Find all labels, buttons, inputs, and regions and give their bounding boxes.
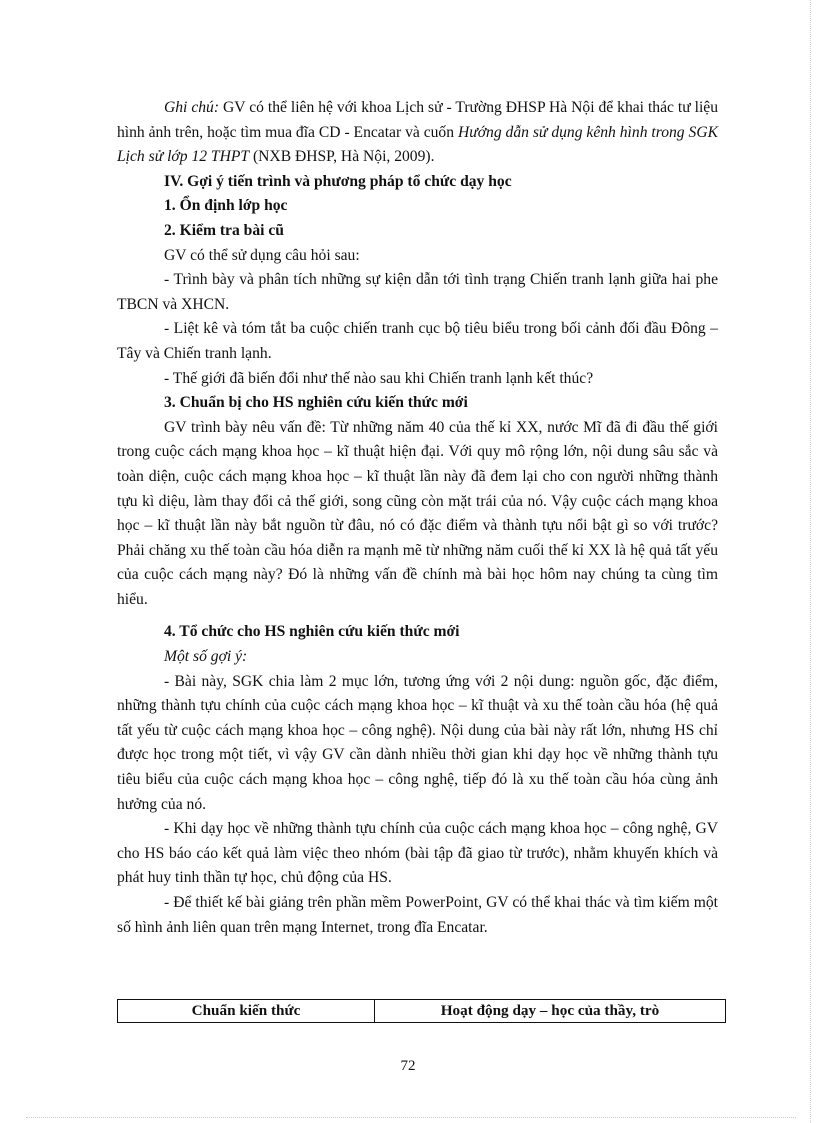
note-text-after: (NXB ĐHSP, Hà Nội, 2009). xyxy=(249,148,435,166)
page-content xyxy=(117,96,718,940)
page-number: 72 xyxy=(400,1058,416,1074)
step2-question: - Trình bày và phân tích những sự kiện dẫn tới tình trạng Chiến tranh lạnh giữa hai phe TBCN và XHCN. xyxy=(117,271,718,313)
table-header-activities: Hoạt động dạy – học của thầy, trò xyxy=(440,1002,660,1019)
page-bottom-border xyxy=(26,1117,796,1118)
step3-heading: 3. Chuẩn bị cho HS nghiên cứu kiến thức mới xyxy=(164,394,468,412)
step4-item: - Để thiết kế bài giảng trên phần mềm PowerPoint, GV có thể khai thác và tìm kiếm một số hình ảnh liên quan trên mạng Internet, trong đĩa Encatar. xyxy=(117,894,718,936)
step2-question: - Liệt kê và tóm tắt ba cuộc chiến tranh cục bộ tiêu biểu trong bối cảnh đối đầu Đông – Tây và Chiến tranh lạnh. xyxy=(117,320,718,362)
step2-heading: 2. Kiểm tra bài cũ xyxy=(164,221,284,239)
note-book-title: Hướng dẫn sử dụng kênh hình trong SGK Lịch sử lớp 12 THPT xyxy=(117,123,718,166)
step2-intro: GV có thể sử dụng câu hỏi sau: xyxy=(164,246,360,264)
step4-item: - Bài này, SGK chia làm 2 mục lớn, tương ứng với 2 nội dung: nguồn gốc, đặc điểm, những thành tựu chính của cuộc cách mạng khoa học – kĩ thuật và xu thế toàn cầu hóa (hệ quả tất yếu từ cuộc cách mạng khoa học – công nghệ). Nội dung của bài này rất lớn, nhưng HS chỉ được học trong một tiết, vì vậy GV cần dành nhiều thời gian khi dạy học về những thành tựu tiêu biểu của cuộc cách mạng khoa học – công nghệ, tiếp đó là xu thế toàn cầu hóa cùng ảnh hưởng của nó. xyxy=(117,672,718,813)
step3-paragraph: GV trình bày nêu vấn đề: Từ những năm 40 của thế kỉ XX, nước Mĩ đã đi đầu thế giới trong cuộc cách mạng khoa học – kĩ thuật hiện đại. Với quy mô rộng lớn, nội dung sâu sắc và toàn diện, cuộc cách mạng khoa học – kĩ thuật lần này đã đem lại cho con người những thành tựu kì diệu, làm thay đổi cả thế giới, song cũng còn mặt trái của nó. Vậy cuộc cách mạng khoa học – kĩ thuật lần này bắt nguồn từ đâu, nó có đặc điểm và thành tựu nổi bật gì so với trước? Phải chăng xu thế toàn cầu hóa diễn ra mạnh mẽ từ những năm cuối thế kỉ XX là hệ quả tất yếu của cuộc cách mạng này? Đó là những vấn đề chính mà bài học hôm nay chúng ta cùng tìm hiểu. xyxy=(117,418,718,608)
table-header-knowledge: Chuẩn kiến thức xyxy=(118,1000,375,1022)
section-iv-heading: IV. Gợi ý tiến trình và phương pháp tổ chức dạy học xyxy=(164,172,512,190)
lesson-table-header xyxy=(117,999,726,1023)
note-label: Ghi chú: xyxy=(164,99,220,116)
note-paragraph xyxy=(117,96,718,170)
step1-heading: 1. Ổn định lớp học xyxy=(164,197,288,215)
step2-question: - Thế giới đã biến đổi như thế nào sau khi Chiến tranh lạnh kết thúc? xyxy=(164,369,594,387)
step4-item: - Khi dạy học về những thành tựu chính của cuộc cách mạng khoa học – công nghệ, GV cho HS báo cáo kết quả làm việc theo nhóm (bài tập đã giao từ trước), nhằm khuyến khích và phát huy tinh thần tự học, chủ động của HS. xyxy=(117,820,718,887)
note-text-before: GV có thể liên hệ với khoa Lịch sử - Trường ĐHSP Hà Nội để khai thác tư liệu hình ảnh trên, hoặc tìm mua đĩa CD - Encatar và cuốn xyxy=(117,99,719,141)
step4-heading: 4. Tổ chức cho HS nghiên cứu kiến thức mới xyxy=(164,623,460,641)
step4-subheading: Một số gợi ý: xyxy=(164,648,248,666)
page-right-border xyxy=(810,0,811,1123)
